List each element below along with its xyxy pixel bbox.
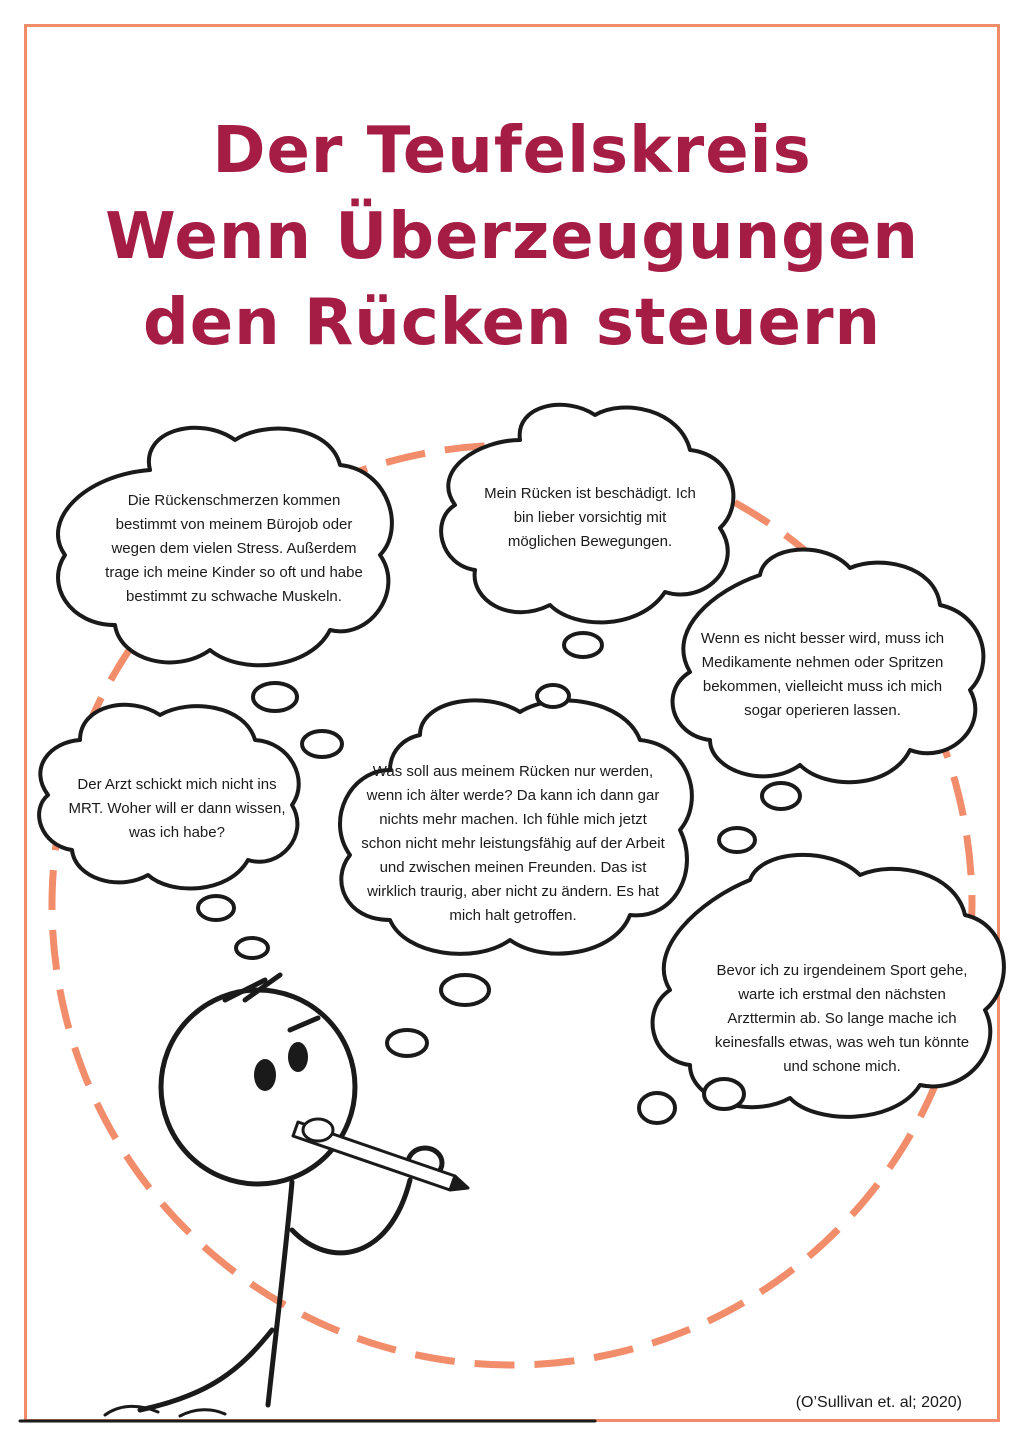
figure-leg (140, 1330, 272, 1410)
bubble-2b (537, 685, 569, 707)
bubble-6b (639, 1093, 675, 1123)
bubble-4b (236, 938, 268, 958)
bubble-5b (387, 1030, 427, 1056)
bubble-1a (253, 683, 297, 711)
bubble-3b (719, 828, 755, 852)
bubble-6a (704, 1079, 744, 1109)
ground (20, 1406, 595, 1421)
bubble-3a (762, 783, 800, 809)
thought-text-6: Bevor ich zu irgendeinem Sport gehe, warte ich erstmal den nächsten Arzttermin ab. So lange mache ich keinesfalls etwas, was weh tun könnte und schone mich. (714, 962, 970, 1075)
figure-eye-right (288, 1042, 308, 1072)
bubble-5a (441, 975, 489, 1005)
thought-text-3: Wenn es nicht besser wird, muss ich Medikamente nehmen oder Spritzen bekommen, vielleicht muss ich mich sogar operieren lassen. (700, 630, 945, 719)
title-line-1: Der Teufelskreis (212, 114, 812, 188)
thought-text-4: Der Arzt schickt mich nicht ins MRT. Woher will er dann wissen, was ich habe? (68, 776, 286, 841)
thought-text-5: Was soll aus meinem Rücken nur werden, wenn ich älter werde? Da kann ich dann gar nichts mehr machen. Ich fühle mich jetzt schon nicht mehr leistungsfähig auf der Arbeit und zwischen meinen Freunden. Das ist wirklich traurig, aber nicht zu ändern. Es hat mich halt getroffen. (361, 763, 665, 924)
thought-text-1: Die Rückenschmerzen kommen bestimmt von meinem Bürojob oder wegen dem vielen Stress. Außerdem trage ich meine Kinder so oft und habe bestimmt zu schwache Muskeln. (105, 492, 363, 605)
bubble-1b (302, 731, 342, 757)
figure-arm (292, 1180, 410, 1253)
citation: (O’Sullivan et. al; 2020) (795, 1394, 962, 1411)
bubble-4a (198, 896, 234, 920)
title-line-2: Wenn Überzeugungen (105, 200, 919, 274)
bubble-2a (564, 633, 602, 657)
title-line-3: den Rücken steuern (142, 286, 882, 360)
thought-text-2: Mein Rücken ist beschädigt. Ich bin lieber vorsichtig mit möglichen Bewegungen. (484, 485, 696, 550)
figure-eye-left (254, 1059, 276, 1091)
